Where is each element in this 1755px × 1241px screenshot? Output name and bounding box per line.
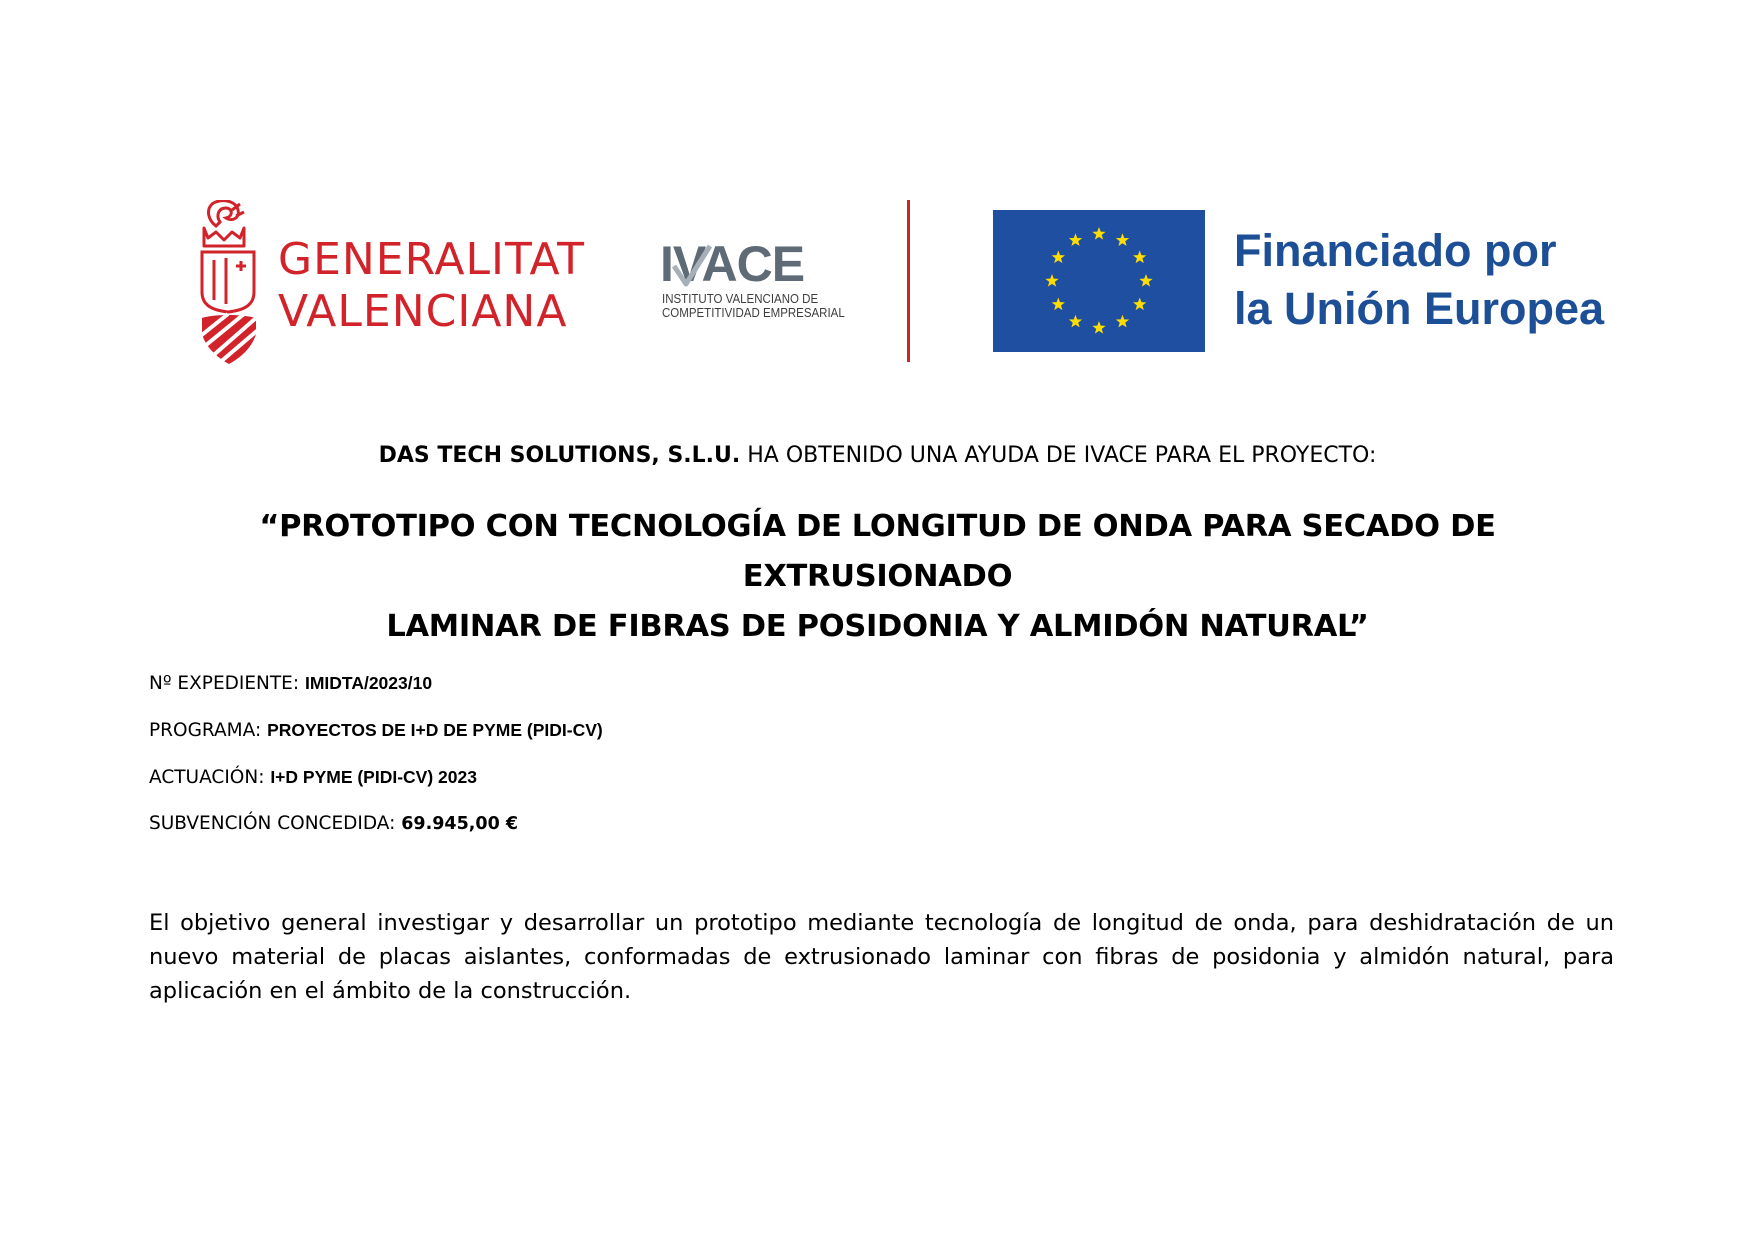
ivace-subtitle-line1: INSTITUTO VALENCIANO DE	[662, 292, 819, 306]
detail-value: 69.945,00 €	[401, 814, 519, 834]
detail-subvencion	[149, 811, 603, 858]
project-title	[120, 502, 1635, 652]
generalitat-line1: GENERALITAT	[278, 234, 586, 285]
detail-actuacion	[149, 764, 603, 811]
ivace-subtitle-line2: COMPETITIVIDAD EMPRESARIAL	[662, 306, 845, 320]
announcement-text: HA OBTENIDO UNA AYUDA DE IVACE PARA EL PROYECTO:	[740, 443, 1377, 468]
detail-value: PROYECTOS DE I+D DE PYME (PIDI-CV)	[267, 720, 603, 740]
eu-text-line1: Financiado por	[1234, 225, 1557, 276]
project-title-line2: LAMINAR DE FIBRAS DE POSIDONIA Y ALMIDÓN NATURAL”	[386, 609, 1369, 644]
detail-expediente	[149, 670, 603, 717]
detail-value: IMIDTA/2023/10	[304, 673, 433, 693]
ivace-wordmark: IVACE	[660, 236, 805, 292]
eu-text-line2: la Unión Europea	[1234, 283, 1605, 334]
checkmark-icon	[672, 244, 712, 288]
eu-flag-icon	[993, 210, 1205, 352]
project-title-line1: “PROTOTIPO CON TECNOLOGÍA DE LONGITUD DE ONDA PARA SECADO DE EXTRUSIONADO	[259, 509, 1496, 594]
project-details	[149, 670, 603, 858]
detail-label: Nº EXPEDIENTE:	[149, 673, 305, 694]
detail-label: PROGRAMA:	[149, 720, 268, 741]
project-description: El objetivo general investigar y desarrollar un prototipo mediante tecnología de longitud de onda, para deshidratación de un nuevo material de placas aislantes, conformadas de extrusionado laminar con fibras de posidonia y almidón natural, para aplicación en el ámbito de la construcción.	[149, 910, 1614, 1004]
detail-label: SUBVENCIÓN CONCEDIDA:	[149, 813, 402, 834]
ivace-logo	[660, 236, 845, 328]
ivace-subtitle	[662, 292, 845, 320]
generalitat-wordmark	[278, 234, 585, 338]
logo-divider	[907, 200, 910, 362]
company-name: DAS TECH SOLUTIONS, S.L.U.	[378, 443, 741, 468]
announcement	[0, 441, 1755, 471]
generalitat-line2: VALENCIANA	[278, 286, 568, 337]
detail-programa	[149, 717, 603, 764]
detail-label: ACTUACIÓN:	[149, 767, 271, 788]
generalitat-valenciana-logo	[196, 200, 596, 364]
detail-value: I+D PYME (PIDI-CV) 2023	[270, 767, 477, 787]
coat-of-arms-icon	[196, 200, 262, 364]
eu-funding-text	[1234, 222, 1604, 338]
